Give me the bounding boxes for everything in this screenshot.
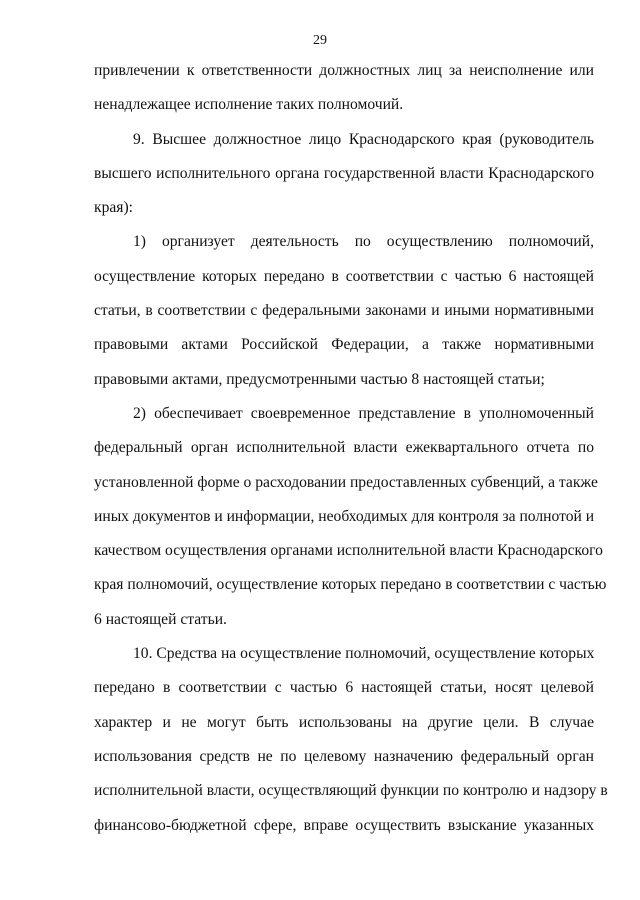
text-line: финансово-бюджетной сфере, вправе осуществить взыскание указанных [94, 816, 594, 834]
text-line: федеральный орган исполнительной власти ежеквартального отчета по [94, 439, 594, 457]
text-line: 1) организует деятельность по осуществлению полномочий, [133, 233, 594, 251]
text-line: 9. Высшее должностное лицо Краснодарского края (руководитель [133, 130, 594, 148]
text-line: установленной форме о расходовании предоставленных субвенций, а также [94, 473, 598, 491]
text-line: качеством осуществления органами исполнительной власти Краснодарского [94, 542, 603, 560]
text-line: правовыми актами, предусмотренными частью 8 настоящей статьи; [94, 370, 545, 388]
text-line: иных документов и информации, необходимых для контроля за полнотой и [94, 507, 595, 525]
text-line: правовыми актами Российской Федерации, а также нормативными [94, 336, 594, 354]
text-line: исполнительной власти, осуществляющий функции по контролю и надзору в [94, 782, 608, 800]
paragraph-item-9 [94, 123, 594, 226]
text-line: характер и не могут быть использованы на другие цели. В случае [94, 713, 594, 731]
text-line: высшего исполнительного органа государственной власти Краснодарского [94, 164, 594, 182]
text-line: ненадлежащее исполнение таких полномочий. [94, 96, 404, 114]
text-line: 6 настоящей статьи. [94, 610, 227, 628]
text-line: края): [94, 199, 133, 217]
paragraph-continuation [94, 54, 594, 123]
text-line: края полномочий, осуществление которых передано в соответствии с частью [94, 576, 607, 594]
text-line: 10. Средства на осуществление полномочий, осуществление которых [133, 645, 595, 663]
text-line: статьи, в соответствии с федеральными законами и иными нормативными [94, 302, 594, 320]
text-line: привлечении к ответственности должностных лиц за неисполнение или [94, 62, 594, 79]
page-number: 29 [313, 33, 327, 48]
text-line: 2) обеспечивает своевременное представление в уполномоченный [133, 404, 594, 422]
text-line: использования средств не по целевому назначению федеральный орган [94, 747, 594, 765]
document-body [94, 54, 608, 843]
paragraph-item-9-2 [94, 397, 607, 637]
paragraph-item-9-1 [94, 225, 594, 396]
text-line: осуществление которых передано в соответствии с частью 6 настоящей [94, 267, 594, 285]
paragraph-item-10 [94, 637, 608, 843]
text-line: передано в соответствии с частью 6 настоящей статьи, носят целевой [94, 679, 594, 697]
